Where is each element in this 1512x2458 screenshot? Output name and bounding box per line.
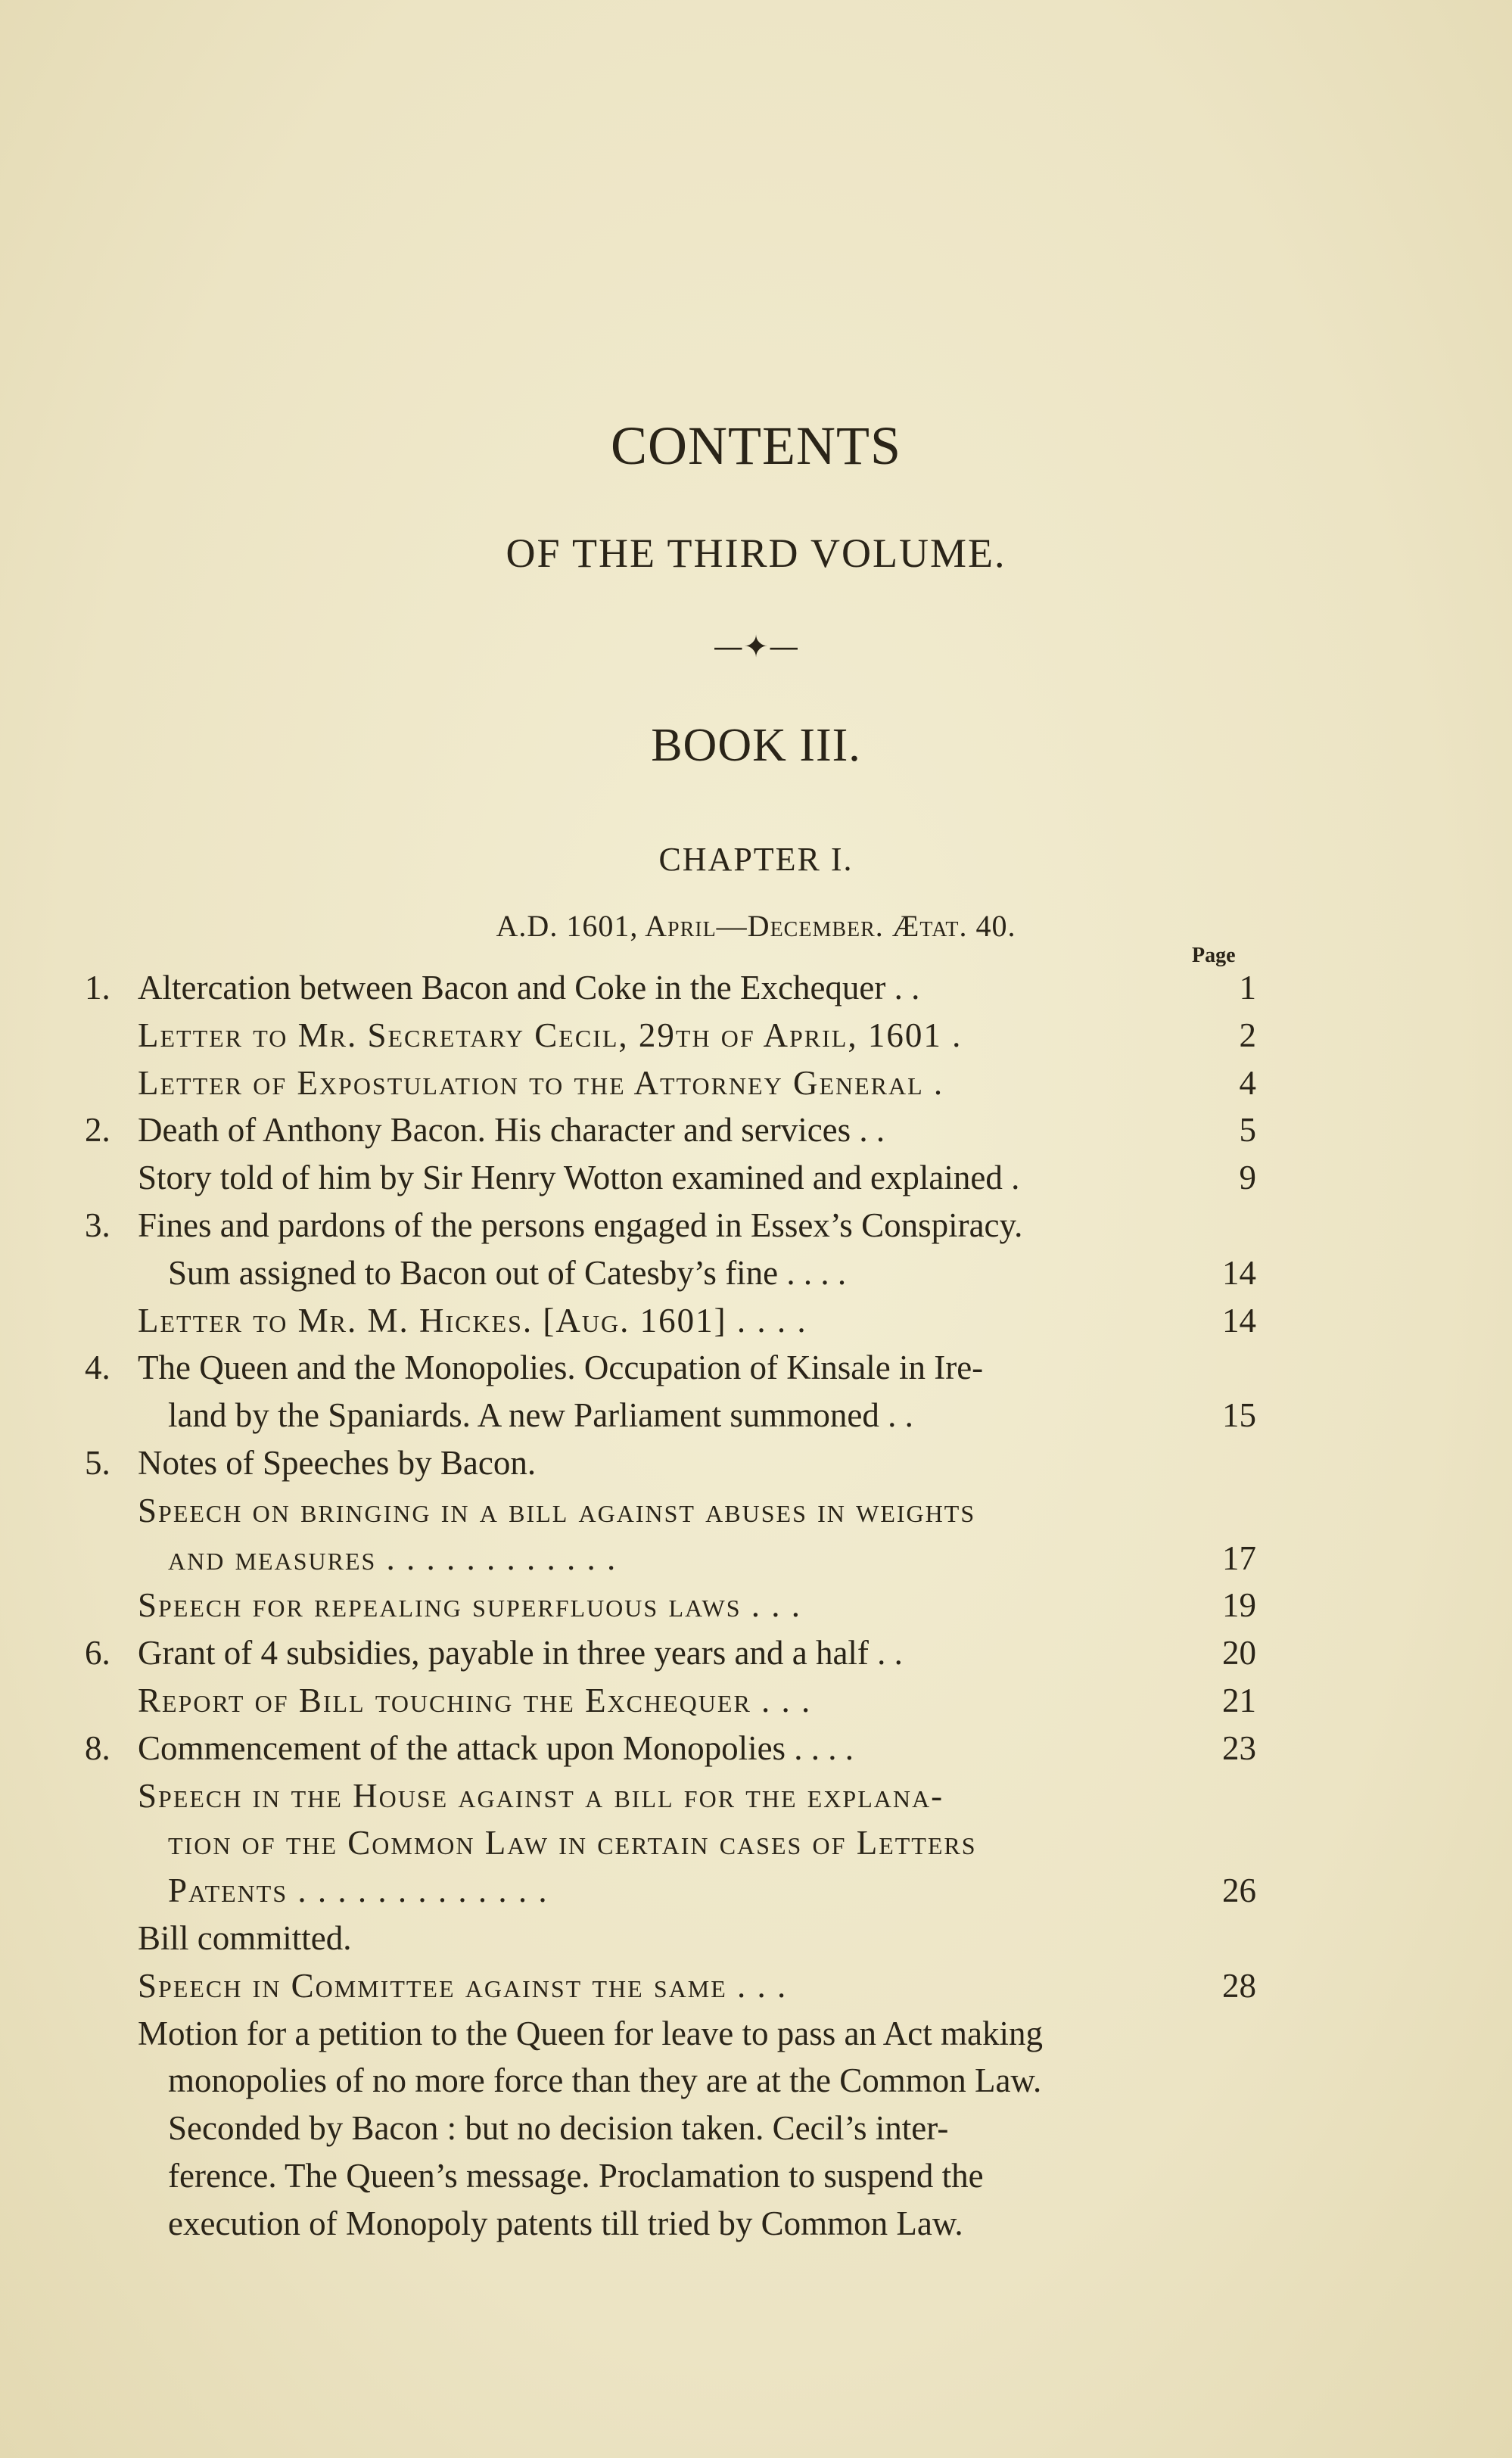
toc-entry-page: 4 [1239, 1063, 1256, 1102]
toc-entry-text: Commencement of the attack upon Monopolies . . . . [138, 1728, 854, 1767]
page-column-label: Page [1192, 944, 1236, 967]
toc-entry-text: The Queen and the Monopolies. Occupation of Kinsale in Ire- [138, 1349, 984, 1387]
toc-entry-text: Fines and pardons of the persons engaged in Essex’s Conspiracy. [138, 1206, 1023, 1244]
toc-entry-page: 5 [1239, 1111, 1256, 1150]
toc-entry-number: 3. [85, 1206, 110, 1244]
toc-entry-page: 26 [1222, 1872, 1256, 1910]
toc-entry [0, 1582, 1512, 1629]
toc-entry-text: Patents . . . . . . . . . . . . . [168, 1872, 549, 1910]
toc-entry-page: 23 [1222, 1728, 1256, 1767]
toc-entry-text: ference. The Queen’s message. Proclamation to suspend the [168, 2157, 984, 2195]
toc-entry-page: 15 [1222, 1396, 1256, 1435]
toc-entry [0, 1915, 1512, 1962]
toc-entry-page: 14 [1222, 1253, 1256, 1292]
toc-entry [0, 1106, 1512, 1153]
divider-ornament-icon: —✦— [713, 630, 799, 664]
toc-entry-number: 4. [85, 1349, 110, 1387]
toc-entry-number: 5. [85, 1444, 110, 1482]
toc-entry [0, 1202, 1512, 1249]
toc-entry-text: Notes of Speeches by Bacon. [138, 1444, 537, 1482]
toc-entry-text: land by the Spaniards. A new Parliament summoned . . [168, 1396, 913, 1435]
toc-entry [0, 2057, 1512, 2104]
toc-entry [0, 2105, 1512, 2152]
toc-entry [0, 1819, 1512, 1866]
toc-entry-text: monopolies of no more force than they are at the Common Law. [168, 2061, 1042, 2100]
toc-entry-text: Letter of Expostulation to the Attorney General . [138, 1063, 944, 1102]
page-title: CONTENTS [611, 415, 901, 476]
toc-entry-number: 6. [85, 1634, 110, 1672]
toc-entry [0, 1439, 1512, 1486]
toc-entry-text: Motion for a petition to the Queen for leave to pass an Act making [138, 2014, 1043, 2052]
toc-entry-text: Speech in the House against a bill for the explana- [138, 1776, 944, 1815]
toc-entry-number: 2. [85, 1111, 110, 1150]
toc-entry-page: 9 [1239, 1159, 1256, 1197]
toc-entry-text: Speech for repealing superfluous laws . . . [138, 1586, 802, 1625]
toc-entry [0, 2200, 1512, 2247]
toc-entry-text: Letter to Mr. M. Hickes. [Aug. 1601] . . . . [138, 1301, 807, 1339]
toc-entry [0, 1392, 1512, 1439]
toc-entry-text: Story told of him by Sir Henry Wotton examined and explained . [138, 1159, 1020, 1197]
toc-entry-page: 2 [1239, 1016, 1256, 1054]
toc-entry [0, 2152, 1512, 2199]
chapter-heading: CHAPTER I. [658, 841, 854, 878]
toc-entry [0, 964, 1512, 1011]
toc-entry-text: Speech on bringing in a bill against abuses in weights [138, 1491, 976, 1529]
toc-entry-page: 19 [1222, 1586, 1256, 1625]
toc-entry [0, 1059, 1512, 1106]
toc-entry [0, 1154, 1512, 1201]
toc-entry [0, 1867, 1512, 1914]
toc-entry-number: 1. [85, 969, 110, 1007]
book-heading: BOOK III. [651, 720, 861, 771]
page-subtitle: OF THE THIRD VOLUME. [506, 530, 1006, 576]
toc-entry-page: 28 [1222, 1966, 1256, 2005]
toc-entry-page: 20 [1222, 1634, 1256, 1672]
chapter-dateline: A.D. 1601, April—December. Ætat. 40. [496, 909, 1016, 943]
toc-entry [0, 1297, 1512, 1344]
toc-entry-text: Report of Bill touching the Exchequer . . . [138, 1682, 812, 1719]
toc-entry [0, 1629, 1512, 1676]
toc-entry [0, 1249, 1512, 1296]
toc-entry-text: Sum assigned to Bacon out of Catesby’s fine . . . . [168, 1253, 847, 1292]
toc-entry-text: execution of Monopoly patents till tried by Common Law. [168, 2204, 963, 2242]
toc-entry [0, 2010, 1512, 2057]
toc-entry-text: Death of Anthony Bacon. His character and services . . [138, 1111, 885, 1150]
toc-entry-text: Bill committed. [138, 1919, 352, 1957]
toc-entry-text: Speech in Committee against the same . . . [138, 1966, 788, 2005]
toc-entry-text: Grant of 4 subsidies, payable in three years and a half . . [138, 1634, 903, 1672]
toc-entry-number: 8. [85, 1728, 110, 1767]
toc-entry-page: 1 [1239, 969, 1256, 1007]
toc-entry [0, 1344, 1512, 1391]
toc-entry-text: Letter to Mr. Secretary Cecil, 29th of April, 1601 . [138, 1016, 963, 1054]
toc-entry [0, 1962, 1512, 2009]
toc-entry-text: and measures . . . . . . . . . . . . [168, 1539, 618, 1577]
toc-entry [0, 1725, 1512, 1772]
toc-entry [0, 1772, 1512, 1819]
toc-entry-text: Altercation between Bacon and Coke in the Exchequer . . [138, 969, 920, 1007]
toc-entry [0, 1677, 1512, 1724]
toc-entry-page: 21 [1222, 1682, 1256, 1719]
toc-entry-text: Seconded by Bacon : but no decision taken. Cecil’s inter- [168, 2109, 949, 2148]
toc-entry [0, 1487, 1512, 1534]
toc-entry-text: tion of the Common Law in certain cases of Letters [168, 1824, 977, 1862]
toc-entry [0, 1012, 1512, 1059]
toc-entry-page: 17 [1222, 1539, 1256, 1577]
toc-entry [0, 1535, 1512, 1582]
toc-entry-page: 14 [1222, 1301, 1256, 1339]
